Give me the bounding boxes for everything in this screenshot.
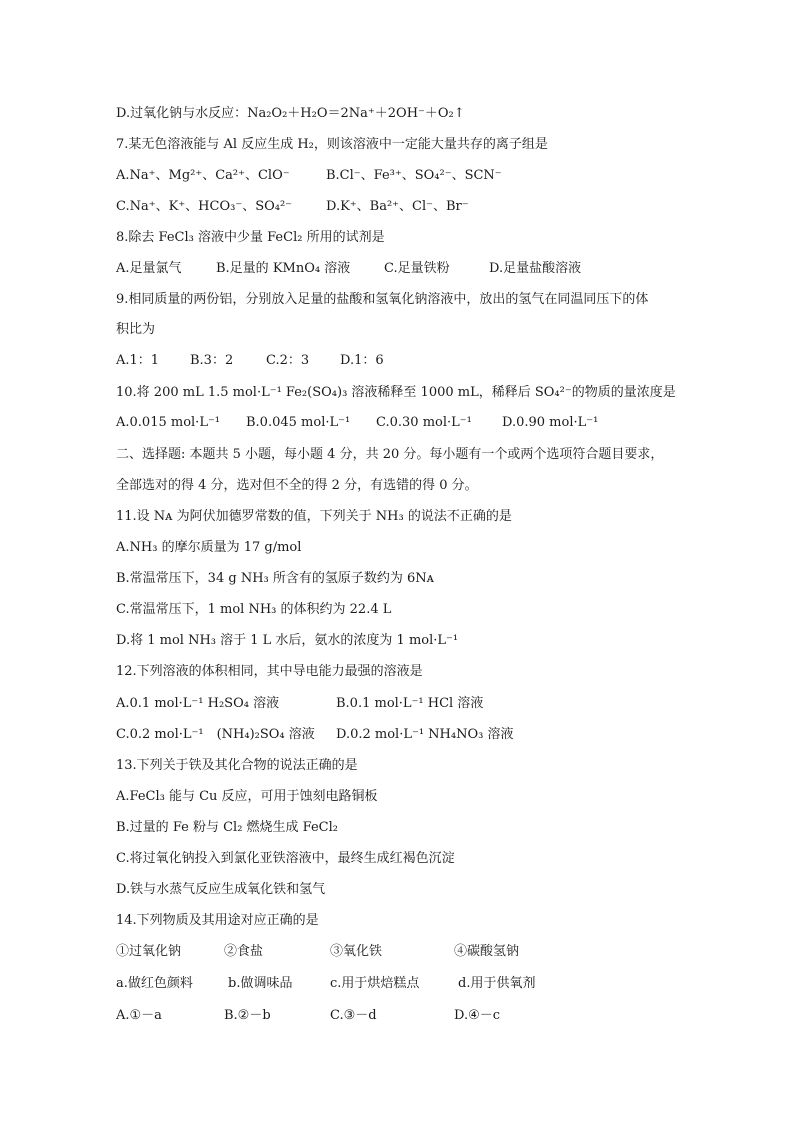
- q11-option-c: C.常温常压下，1 mol NH₃ 的体积约为 22.4 L: [116, 602, 392, 617]
- q8-option-d: D.足量盐酸溶液: [489, 261, 582, 276]
- q12-option-d: D.0.2 mol·L⁻¹ NH₄NO₃ 溶液: [336, 727, 514, 742]
- q14-use-b: b.做调味品: [228, 976, 293, 991]
- q14-substance-3: ③氧化铁: [330, 944, 383, 959]
- q10-option-c: C.0.30 mol·L⁻¹: [376, 415, 472, 430]
- q7-option-b: B.Cl⁻、Fe³⁺、SO₄²⁻、SCN⁻: [326, 168, 502, 183]
- q13-option-c: C.将过氧化钠投入到氯化亚铁溶液中，最终生成红褐色沉淀: [116, 851, 455, 866]
- section-2-heading-cont: 全部选对的得 4 分，选对但不全的得 2 分，有选错的得 0 分。: [116, 478, 478, 493]
- q14-option-b: B.②－b: [224, 1008, 271, 1023]
- q13-option-b: B.过量的 Fe 粉与 Cl₂ 燃烧生成 FeCl₂: [116, 820, 338, 835]
- q12-option-b: B.0.1 mol·L⁻¹ HCl 溶液: [336, 696, 484, 711]
- q14-option-a: A.①－a: [116, 1008, 162, 1023]
- q13-option-d: D.铁与水蒸气反应生成氧化铁和氢气: [116, 882, 326, 897]
- question-13: 13.下列关于铁及其化合物的说法正确的是: [116, 758, 358, 773]
- question-11: 11.设 Nᴀ 为阿伏加德罗常数的值，下列关于 NH₃ 的说法不正确的是: [116, 509, 512, 524]
- q14-substance-1: ①过氧化钠: [116, 944, 182, 959]
- q10-option-a: A.0.015 mol·L⁻¹: [116, 415, 221, 430]
- q10-option-b: B.0.045 mol·L⁻¹: [246, 415, 351, 430]
- q8-option-a: A.足量氯气: [116, 261, 182, 276]
- question-7: 7.某无色溶液能与 Al 反应生成 H₂，则该溶液中一定能大量共存的离子组是: [116, 137, 548, 152]
- q10-option-d: D.0.90 mol·L⁻¹: [502, 415, 599, 430]
- q7-option-d: D.K⁺、Ba²⁺、Cl⁻、Br⁻: [326, 199, 469, 214]
- section-2-heading: 二、选择题: 本题共 5 小题，每小题 4 分，共 20 分。每小题有一个或两个选项符合题目要求，: [116, 447, 664, 462]
- question-9: 9.相同质量的两份铝，分别放入足量的盐酸和氢氧化钠溶液中，放出的氢气在同温同压下的体: [116, 292, 649, 307]
- q14-substance-4: ④碳酸氢钠: [454, 944, 520, 959]
- q9-option-b: B.3：2: [190, 353, 234, 368]
- question-12: 12.下列溶液的体积相同，其中导电能力最强的溶液是: [116, 664, 423, 679]
- q7-option-a: A.Na⁺、Mg²⁺、Ca²⁺、ClO⁻: [116, 168, 290, 183]
- q14-use-c: c.用于烘焙糕点: [330, 976, 420, 991]
- q9-option-a: A.1：1: [116, 353, 160, 368]
- q14-use-d: d.用于供氧剂: [458, 976, 536, 991]
- question-10: 10.将 200 mL 1.5 mol·L⁻¹ Fe₂(SO₄)₃ 溶液稀释至 1000 mL，稀释后 SO₄²⁻的物质的量浓度是: [116, 385, 676, 400]
- q11-option-a: A.NH₃ 的摩尔质量为 17 g/mol: [116, 540, 302, 555]
- question-9-cont: 积比为: [116, 322, 156, 337]
- q7-option-c: C.Na⁺、K⁺、HCO₃⁻、SO₄²⁻: [116, 199, 293, 214]
- q13-option-a: A.FeCl₃ 能与 Cu 反应，可用于蚀刻电路铜板: [116, 789, 378, 804]
- q14-use-a: a.做红色颜料: [116, 976, 193, 991]
- q9-option-d: D.1：6: [340, 353, 384, 368]
- q12-option-a: A.0.1 mol·L⁻¹ H₂SO₄ 溶液: [116, 696, 280, 711]
- q12-option-c: C.0.2 mol·L⁻¹ (NH₄)₂SO₄ 溶液: [116, 727, 315, 742]
- q14-option-d: D.④－c: [454, 1008, 501, 1023]
- q11-option-b: B.常温常压下，34 g NH₃ 所含有的氢原子数约为 6Nᴀ: [116, 571, 434, 586]
- q8-option-b: B.足量的 KMnO₄ 溶液: [216, 261, 351, 276]
- q14-option-c: C.③－d: [330, 1008, 377, 1023]
- q11-option-d: D.将 1 mol NH₃ 溶于 1 L 水后，氨水的浓度为 1 mol·L⁻¹: [116, 633, 459, 648]
- q6-option-d: D.过氧化钠与水反应：Na₂O₂＋H₂O＝2Na⁺＋2OH⁻＋O₂↑: [116, 106, 465, 121]
- q14-substance-2: ②食盐: [224, 944, 264, 959]
- q8-option-c: C.足量铁粉: [384, 261, 450, 276]
- q9-option-c: C.2：3: [266, 353, 310, 368]
- question-14: 14.下列物质及其用途对应正确的是: [116, 913, 319, 928]
- question-8: 8.除去 FeCl₃ 溶液中少量 FeCl₂ 所用的试剂是: [116, 230, 385, 245]
